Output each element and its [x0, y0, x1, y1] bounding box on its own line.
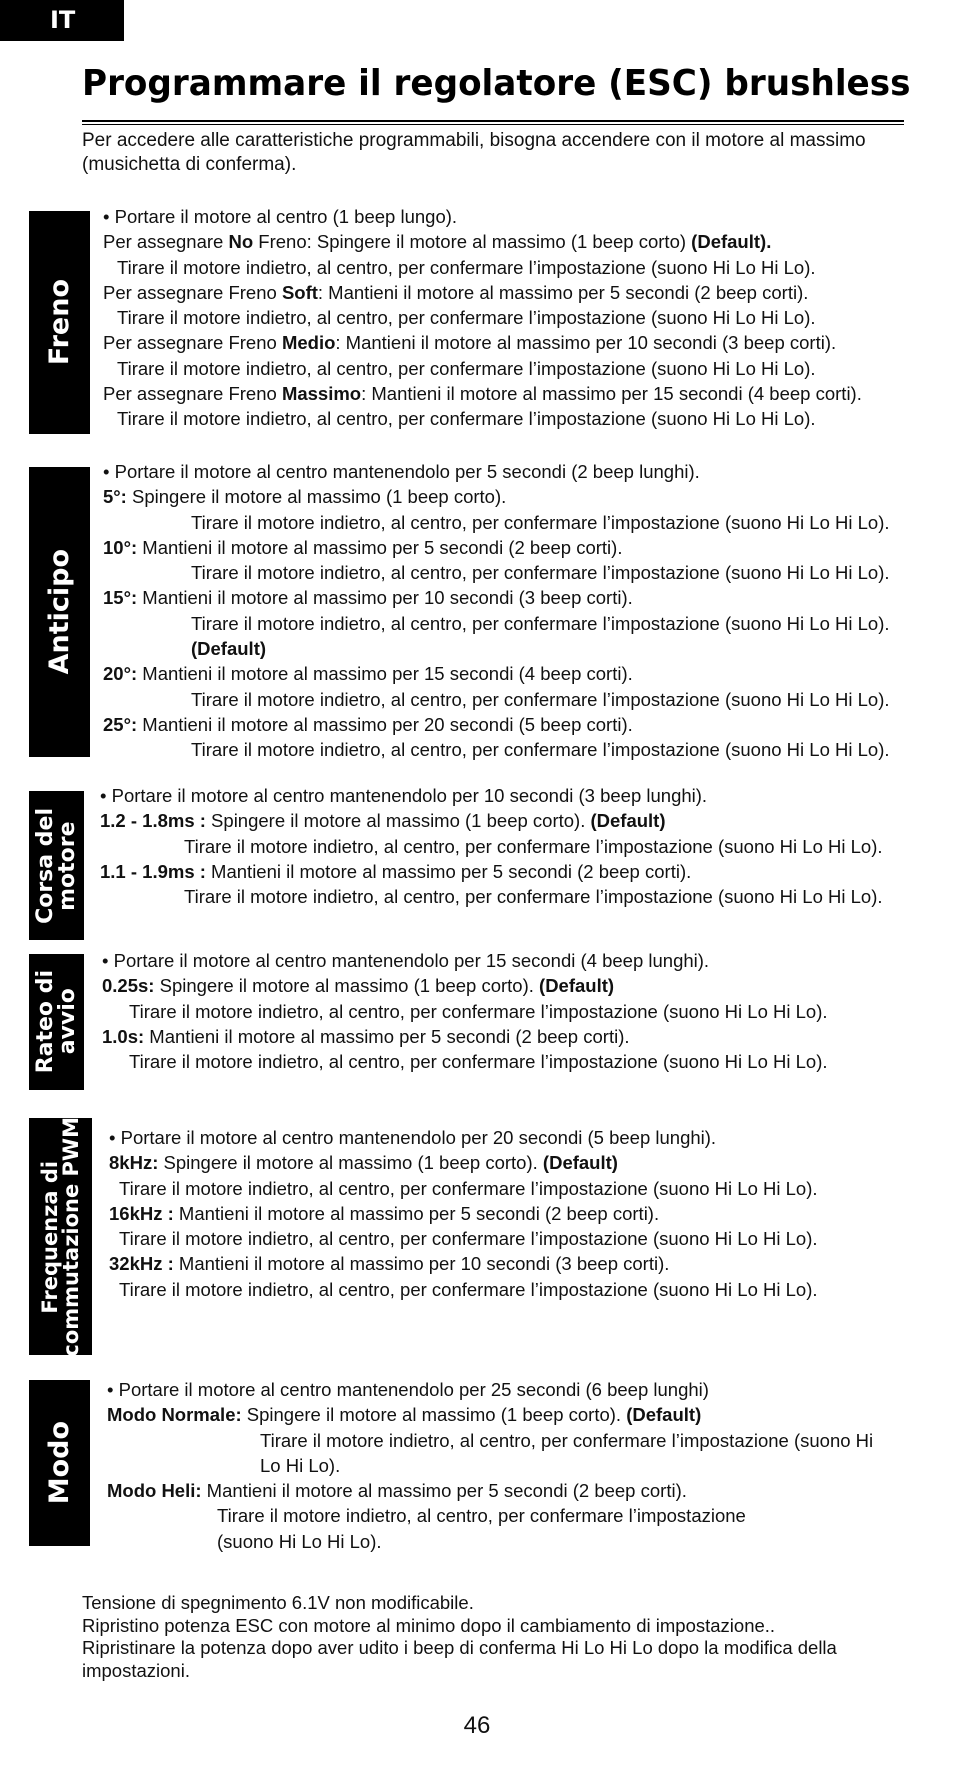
confirm-line: Tirare il motore indietro, al centro, per confermare l’impostazione (suono Hi Lo Hi Lo).: [117, 357, 816, 379]
section-label-text: Frequenza di commutazione PWM: [37, 1116, 83, 1357]
confirm-line: Tirare il motore indietro, al centro, per confermare l’impostazione (suono Hi Lo Hi Lo).: [119, 1278, 818, 1300]
confirm-line: Tirare il motore indietro, al centro, per confermare l’impostazione (suono Hi Lo Hi Lo).: [191, 612, 890, 634]
confirm-line: Tirare il motore indietro, al centro, per confermare l’impostazione (suono Hi Lo Hi Lo).: [129, 1000, 828, 1022]
note-line: Tensione di spegnimento 6.1V non modificabile.: [82, 1592, 474, 1613]
option-line: Per assegnare Freno Medio: Mantieni il motore al massimo per 10 secondi (3 beep corti).: [103, 332, 837, 354]
option-line: 8kHz: Spingere il motore al massimo (1 beep corto). (Default): [109, 1152, 618, 1174]
footer-notes: [82, 1592, 902, 1682]
instruction-line: • Portare il motore al centro mantenendolo per 25 secondi (6 beep lunghi): [107, 1379, 709, 1400]
confirm-line: Tirare il motore indietro, al centro, per confermare l’impostazione (suono Hi Lo Hi Lo).: [191, 739, 890, 761]
section-label-text: Corsa del motore: [32, 807, 80, 924]
section-label-corsa: [29, 791, 84, 940]
note-line: Ripristinare la potenza dopo aver udito i beep di conferma Hi Lo Hi Lo dopo la modifica della impostazioni.: [82, 1637, 837, 1681]
note-line: Ripristino potenza ESC con motore al minimo dopo il cambiamento di impostazione..: [82, 1614, 776, 1636]
section-label-pwm: [29, 1118, 92, 1355]
default-tag: (Default): [191, 638, 267, 660]
section-pwm: [109, 1125, 818, 1302]
section-label-text: Freno: [44, 279, 75, 366]
section-anticipo: [103, 459, 890, 763]
option-line: 15°: Mantieni il motore al massimo per 10 secondi (3 beep corti).: [103, 587, 633, 609]
confirm-line: Tirare il motore indietro, al centro, per confermare l’impostazione (suono Hi: [260, 1429, 874, 1451]
option-line: 1.0s: Mantieni il motore al massimo per 5 secondi (2 beep corti).: [102, 1025, 630, 1047]
confirm-line: Lo Hi Lo).: [260, 1454, 341, 1476]
section-label-rateo: [29, 954, 84, 1090]
confirm-line: Tirare il motore indietro, al centro, per confermare l’impostazione (suono Hi Lo Hi Lo).: [129, 1051, 828, 1073]
instruction-line: • Portare il motore al centro mantenendolo per 20 secondi (5 beep lunghi).: [109, 1127, 717, 1148]
instruction-line: • Portare il motore al centro mantenendolo per 10 secondi (3 beep lunghi).: [100, 785, 708, 806]
option-line: 16kHz : Mantieni il motore al massimo per 5 secondi (2 beep corti).: [109, 1202, 660, 1224]
option-line: 10°: Mantieni il motore al massimo per 5 secondi (2 beep corti).: [103, 536, 623, 558]
option-line: 25°: Mantieni il motore al massimo per 20 secondi (5 beep corti).: [103, 713, 633, 735]
section-rateo: [102, 948, 828, 1074]
confirm-line: Tirare il motore indietro, al centro, per confermare l’impostazione (suono Hi Lo Hi Lo).: [117, 408, 816, 430]
page-number: 46: [463, 1712, 491, 1739]
option-line: 0.25s: Spingere il motore al massimo (1 beep corto). (Default): [102, 975, 615, 997]
confirm-line: Tirare il motore indietro, al centro, per confermare l’impostazione (suono Hi Lo Hi Lo).: [119, 1177, 818, 1199]
option-line: Per assegnare Freno Soft: Mantieni il motore al massimo per 5 secondi (2 beep corti).: [103, 281, 809, 303]
option-line: 1.2 - 1.8ms : Spingere il motore al massimo (1 beep corto). (Default): [100, 810, 666, 832]
section-freno: [103, 204, 862, 432]
language-tab: IT: [0, 0, 124, 41]
confirm-line: Tirare il motore indietro, al centro, per confermare l’impostazione (suono Hi Lo Hi Lo).: [191, 511, 890, 533]
option-line: Per assegnare Freno Massimo: Mantieni il motore al massimo per 15 secondi (4 beep corti).: [103, 383, 862, 405]
confirm-line: Tirare il motore indietro, al centro, per confermare l’impostazione (suono Hi Lo Hi Lo).: [184, 835, 883, 857]
instruction-line: • Portare il motore al centro mantenendolo per 15 secondi (4 beep lunghi).: [102, 950, 710, 971]
confirm-line: Tirare il motore indietro, al centro, per confermare l’impostazione: [217, 1505, 746, 1527]
section-corsa: [100, 783, 883, 909]
confirm-line: Tirare il motore indietro, al centro, per confermare l’impostazione (suono Hi Lo Hi Lo).: [191, 688, 890, 710]
option-line: Modo Heli: Mantieni il motore al massimo per 5 secondi (2 beep corti).: [107, 1480, 687, 1502]
option-line: Modo Normale: Spingere il motore al massimo (1 beep corto). (Default): [107, 1404, 702, 1426]
section-label-text: Modo: [44, 1421, 75, 1505]
intro-text: Per accedere alle caratteristiche programmabili, bisogna accendere con il motore al massimo (musichetta di conferma).: [82, 130, 866, 175]
option-line: Per assegnare No Freno: Spingere il motore al massimo (1 beep corto) (Default).: [103, 231, 772, 253]
page-title: Programmare il regolatore (ESC) brushless: [82, 63, 911, 104]
option-line: 5°: Spingere il motore al massimo (1 beep corto).: [103, 486, 507, 508]
confirm-line: Tirare il motore indietro, al centro, per confermare l’impostazione (suono Hi Lo Hi Lo).: [119, 1228, 818, 1250]
title-divider: [82, 120, 904, 125]
instruction-line: • Portare il motore al centro (1 beep lungo).: [103, 206, 458, 227]
section-label-freno: [29, 211, 90, 434]
option-line: 20°: Mantieni il motore al massimo per 15 secondi (4 beep corti).: [103, 663, 633, 685]
section-modo: [107, 1377, 873, 1554]
section-label-text: Anticipo: [44, 549, 75, 675]
section-label-modo: [29, 1380, 90, 1546]
option-line: 1.1 - 1.9ms : Mantieni il motore al massimo per 5 secondi (2 beep corti).: [100, 860, 692, 882]
instruction-line: • Portare il motore al centro mantenendolo per 5 secondi (2 beep lunghi).: [103, 461, 700, 482]
confirm-line: Tirare il motore indietro, al centro, per confermare l’impostazione (suono Hi Lo Hi Lo).: [117, 256, 816, 278]
section-label-text: Rateo di avvio: [32, 970, 80, 1074]
option-line: 32kHz : Mantieni il motore al massimo per 10 secondi (3 beep corti).: [109, 1253, 670, 1275]
confirm-line: Tirare il motore indietro, al centro, per confermare l’impostazione (suono Hi Lo Hi Lo).: [191, 562, 890, 584]
confirm-line: Tirare il motore indietro, al centro, per confermare l’impostazione (suono Hi Lo Hi Lo).: [184, 886, 883, 908]
section-label-anticipo: [29, 467, 90, 757]
confirm-line: Tirare il motore indietro, al centro, per confermare l’impostazione (suono Hi Lo Hi Lo).: [117, 307, 816, 329]
confirm-line: (suono Hi Lo Hi Lo).: [217, 1530, 382, 1552]
